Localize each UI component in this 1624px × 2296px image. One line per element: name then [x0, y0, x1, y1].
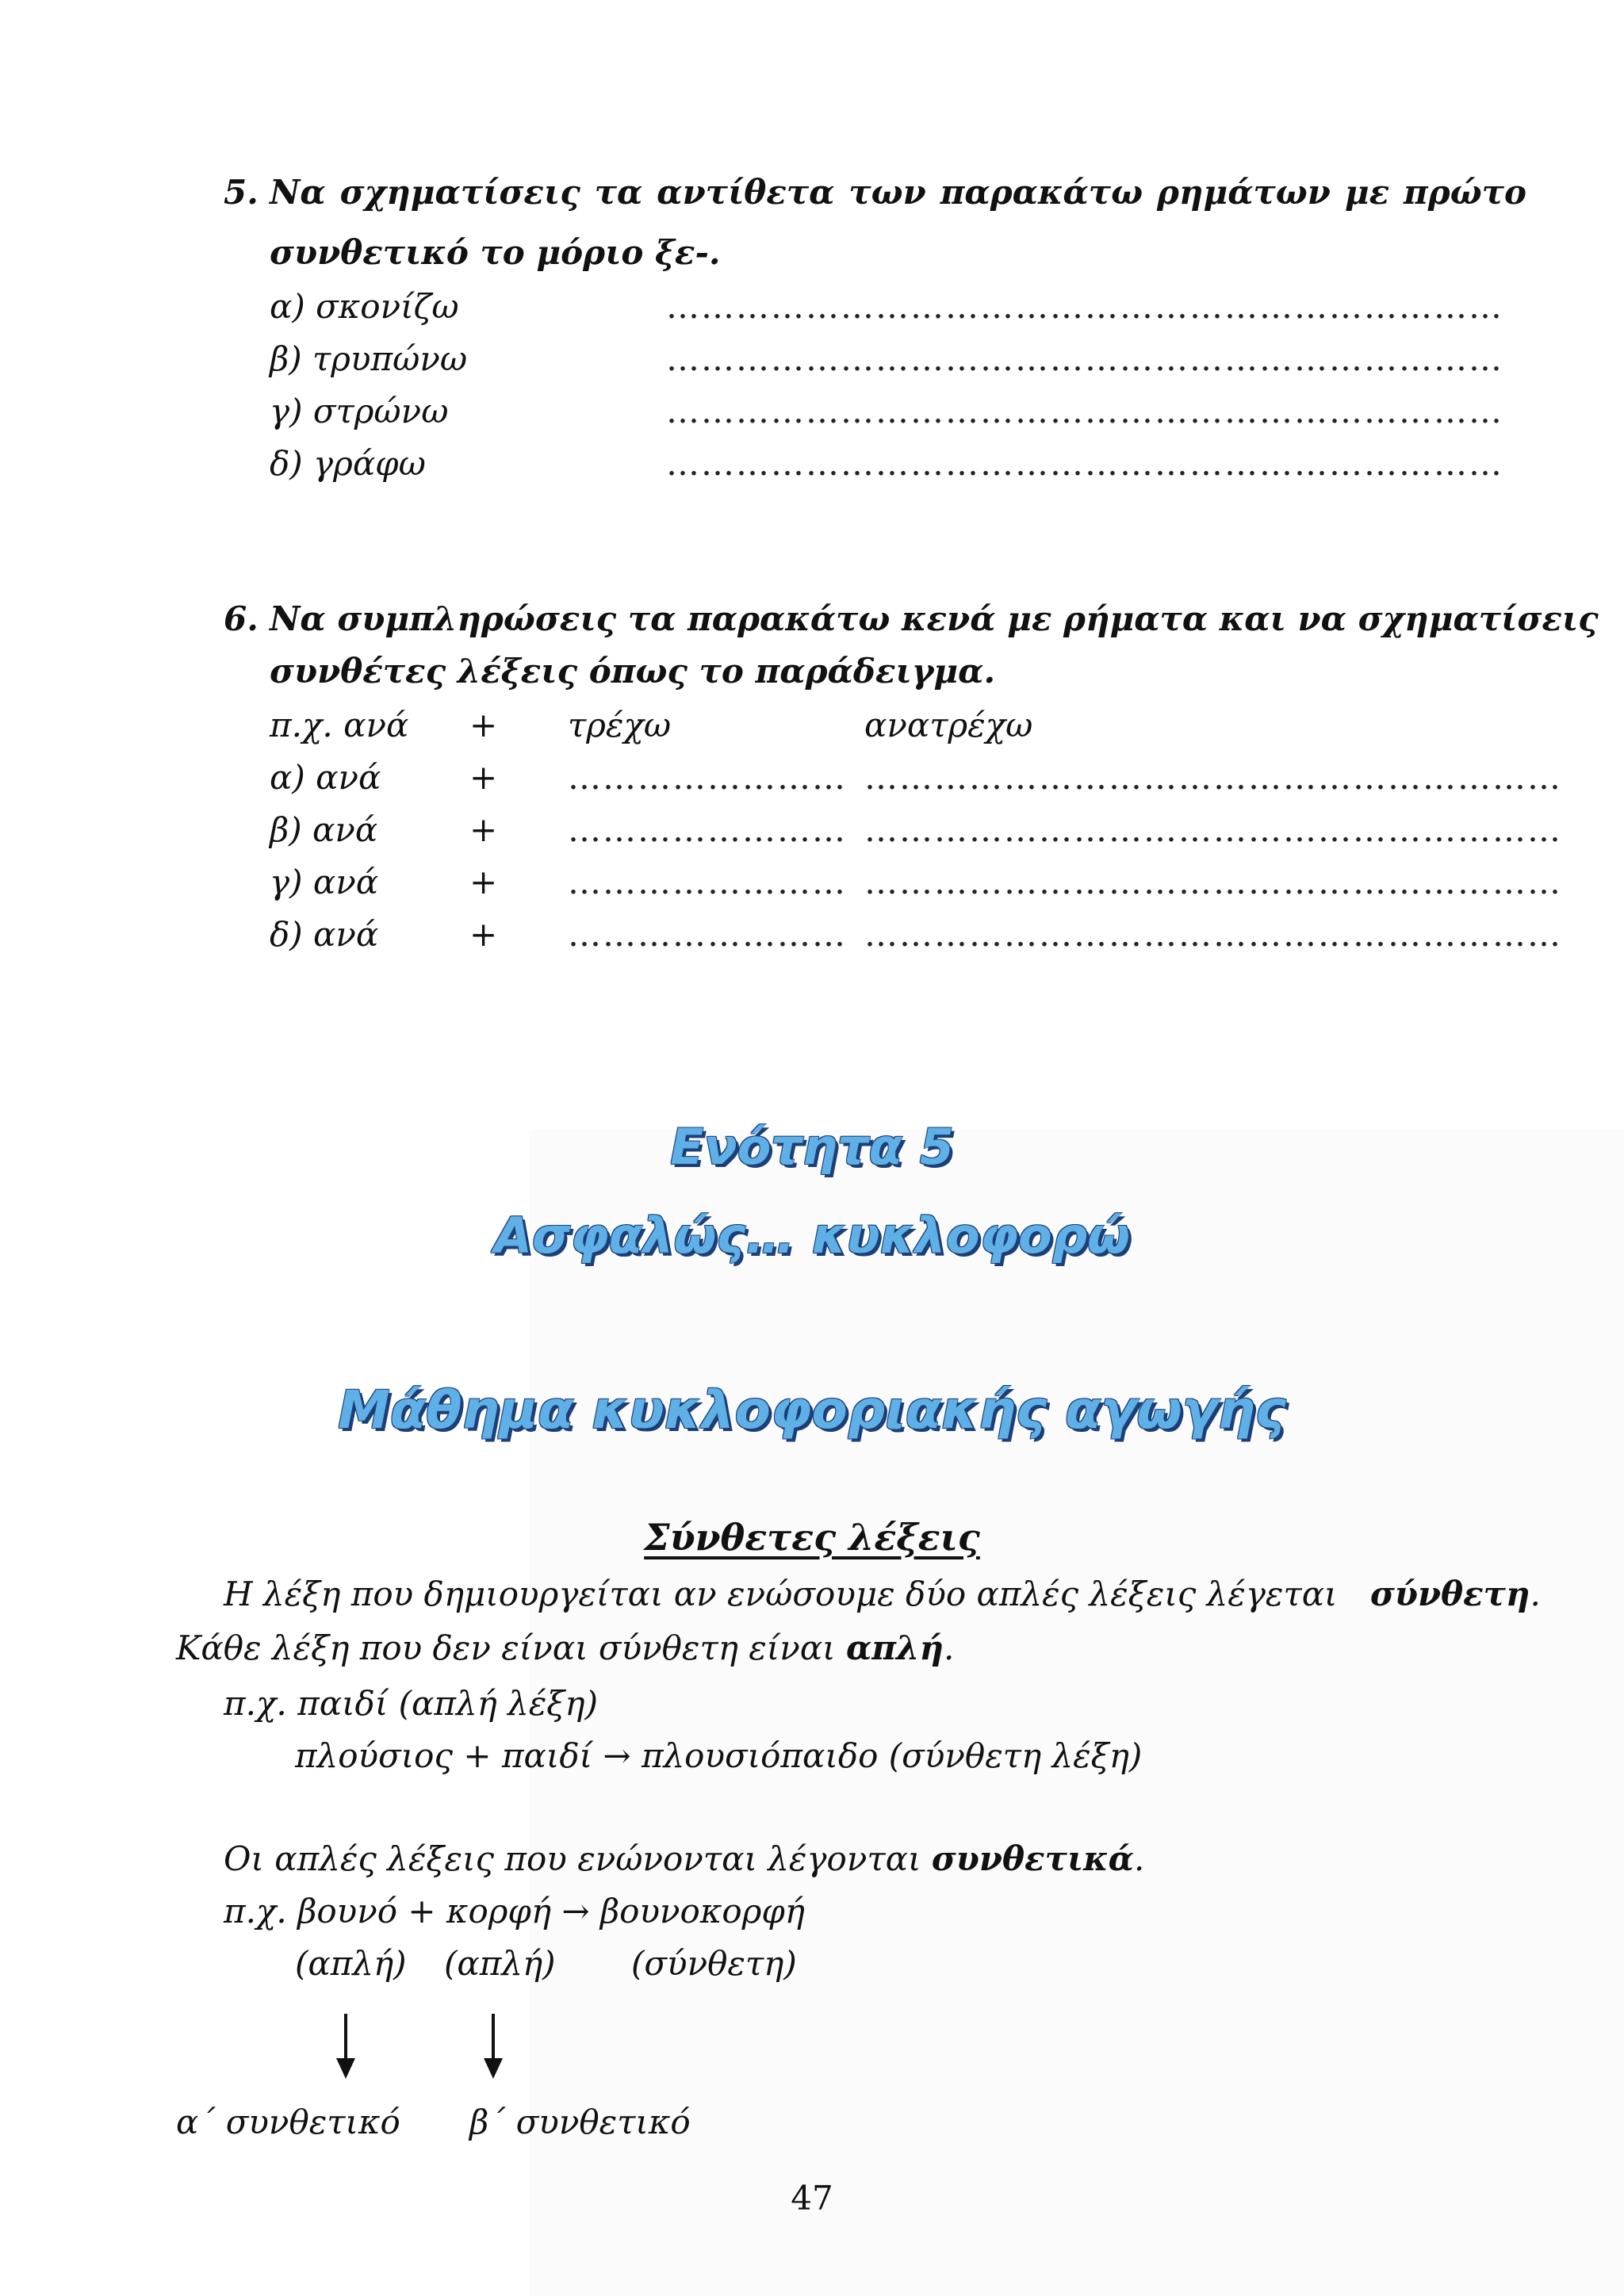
question-text-line1: Να συμπληρώσεις τα παρακάτω κενά με ρήματα και να σχηματίσεις	[270, 599, 1599, 638]
theory-paragraph-2	[176, 1628, 954, 1667]
question-text-line2: συνθέτες λέξεις όπως το παράδειγμα.	[270, 652, 996, 691]
result-blank[interactable]: ……………………………………………………	[864, 915, 1562, 954]
example-line: π.χ. παιδί (απλή λέξη)	[224, 1684, 598, 1723]
arrow-head-icon	[336, 2058, 355, 2079]
unit-subtitle: Ασφαλώς… κυκλοφορώ	[494, 1207, 1130, 1265]
result-blank[interactable]: ……………………………………………………	[864, 758, 1562, 797]
answer-blank[interactable]: ………………………………………………………………	[666, 339, 1503, 378]
example-line: πλούσιος + παιδί → πλουσιόπαιδο (σύνθετη λέξη)	[295, 1736, 1143, 1775]
item-label: α) σκονίζω	[270, 287, 459, 326]
bold-term: απλή	[845, 1628, 944, 1667]
question-number: 6.	[224, 599, 259, 638]
page-number: 47	[791, 2179, 833, 2218]
answer-blank[interactable]: ………………………………………………………………	[666, 444, 1503, 483]
verb-blank[interactable]: ……………………	[568, 915, 847, 954]
example-plus: +	[469, 706, 498, 744]
bold-term: συνθετικά	[931, 1839, 1134, 1878]
example-result: ανατρέχω	[864, 706, 1033, 744]
component-label: α΄ συνθετικό	[176, 2103, 400, 2141]
verb-blank[interactable]: ……………………	[568, 810, 847, 849]
text: Κάθε λέξη που δεν είναι σύνθετη είναι	[176, 1628, 846, 1667]
arrow-down-icon	[492, 2014, 495, 2061]
text: Η λέξη που δημιουργείται αν ενώσουμε δύο απλές λέξεις λέγεται	[224, 1575, 1348, 1613]
answer-blank[interactable]: ………………………………………………………………	[666, 392, 1503, 430]
question-text-line1: Να σχηματίσεις τα αντίθετα των παρακάτω ρημάτων με πρώτο	[270, 173, 1526, 212]
row-prefix: β) ανά	[270, 810, 378, 849]
row-prefix: δ) ανά	[270, 915, 379, 954]
lesson-title: Μάθημα κυκλοφοριακής αγωγής	[338, 1380, 1286, 1441]
row-prefix: γ) ανά	[270, 863, 379, 901]
answer-blank[interactable]: ………………………………………………………………	[666, 287, 1503, 326]
example-verb: τρέχω	[568, 706, 672, 744]
question-number: 5.	[224, 173, 259, 212]
question-text-line2: συνθετικό το μόριο ξε-.	[270, 233, 721, 272]
example-tag: (σύνθετη)	[631, 1944, 797, 1983]
example-line: π.χ. βουνό + κορφή → βουνοκορφή	[224, 1892, 805, 1931]
text: Οι απλές λέξεις που ενώνονται λέγονται	[224, 1839, 932, 1878]
item-label: δ) γράφω	[270, 444, 426, 483]
result-blank[interactable]: ……………………………………………………	[864, 810, 1562, 849]
item-label: γ) στρώνω	[270, 392, 449, 430]
text: .	[944, 1628, 955, 1667]
component-label: β΄ συνθετικό	[469, 2103, 691, 2141]
verb-blank[interactable]: ……………………	[568, 758, 847, 797]
item-label: β) τρυπώνω	[270, 339, 468, 378]
bold-term: σύνθετη	[1369, 1575, 1530, 1613]
row-plus: +	[469, 810, 498, 849]
theory-paragraph-3	[224, 1839, 1144, 1878]
row-plus: +	[469, 863, 498, 901]
example-prefix: π.χ. ανά	[270, 706, 409, 744]
result-blank[interactable]: ……………………………………………………	[864, 863, 1562, 901]
unit-title: Ενότητα 5	[670, 1118, 954, 1176]
text: .	[1133, 1839, 1145, 1878]
arrow-down-icon	[344, 2014, 347, 2061]
example-tag: (απλή)	[295, 1944, 407, 1983]
arrow-head-icon	[484, 2058, 503, 2079]
section-heading: Σύνθετες λέξεις	[644, 1516, 980, 1559]
text: .	[1530, 1575, 1541, 1613]
verb-blank[interactable]: ……………………	[568, 863, 847, 901]
example-tag: (απλή)	[444, 1944, 556, 1983]
row-plus: +	[469, 915, 498, 954]
theory-paragraph-1	[224, 1575, 1541, 1613]
row-prefix: α) ανά	[270, 758, 381, 797]
background-panel	[530, 1130, 1624, 2296]
row-plus: +	[469, 758, 498, 797]
